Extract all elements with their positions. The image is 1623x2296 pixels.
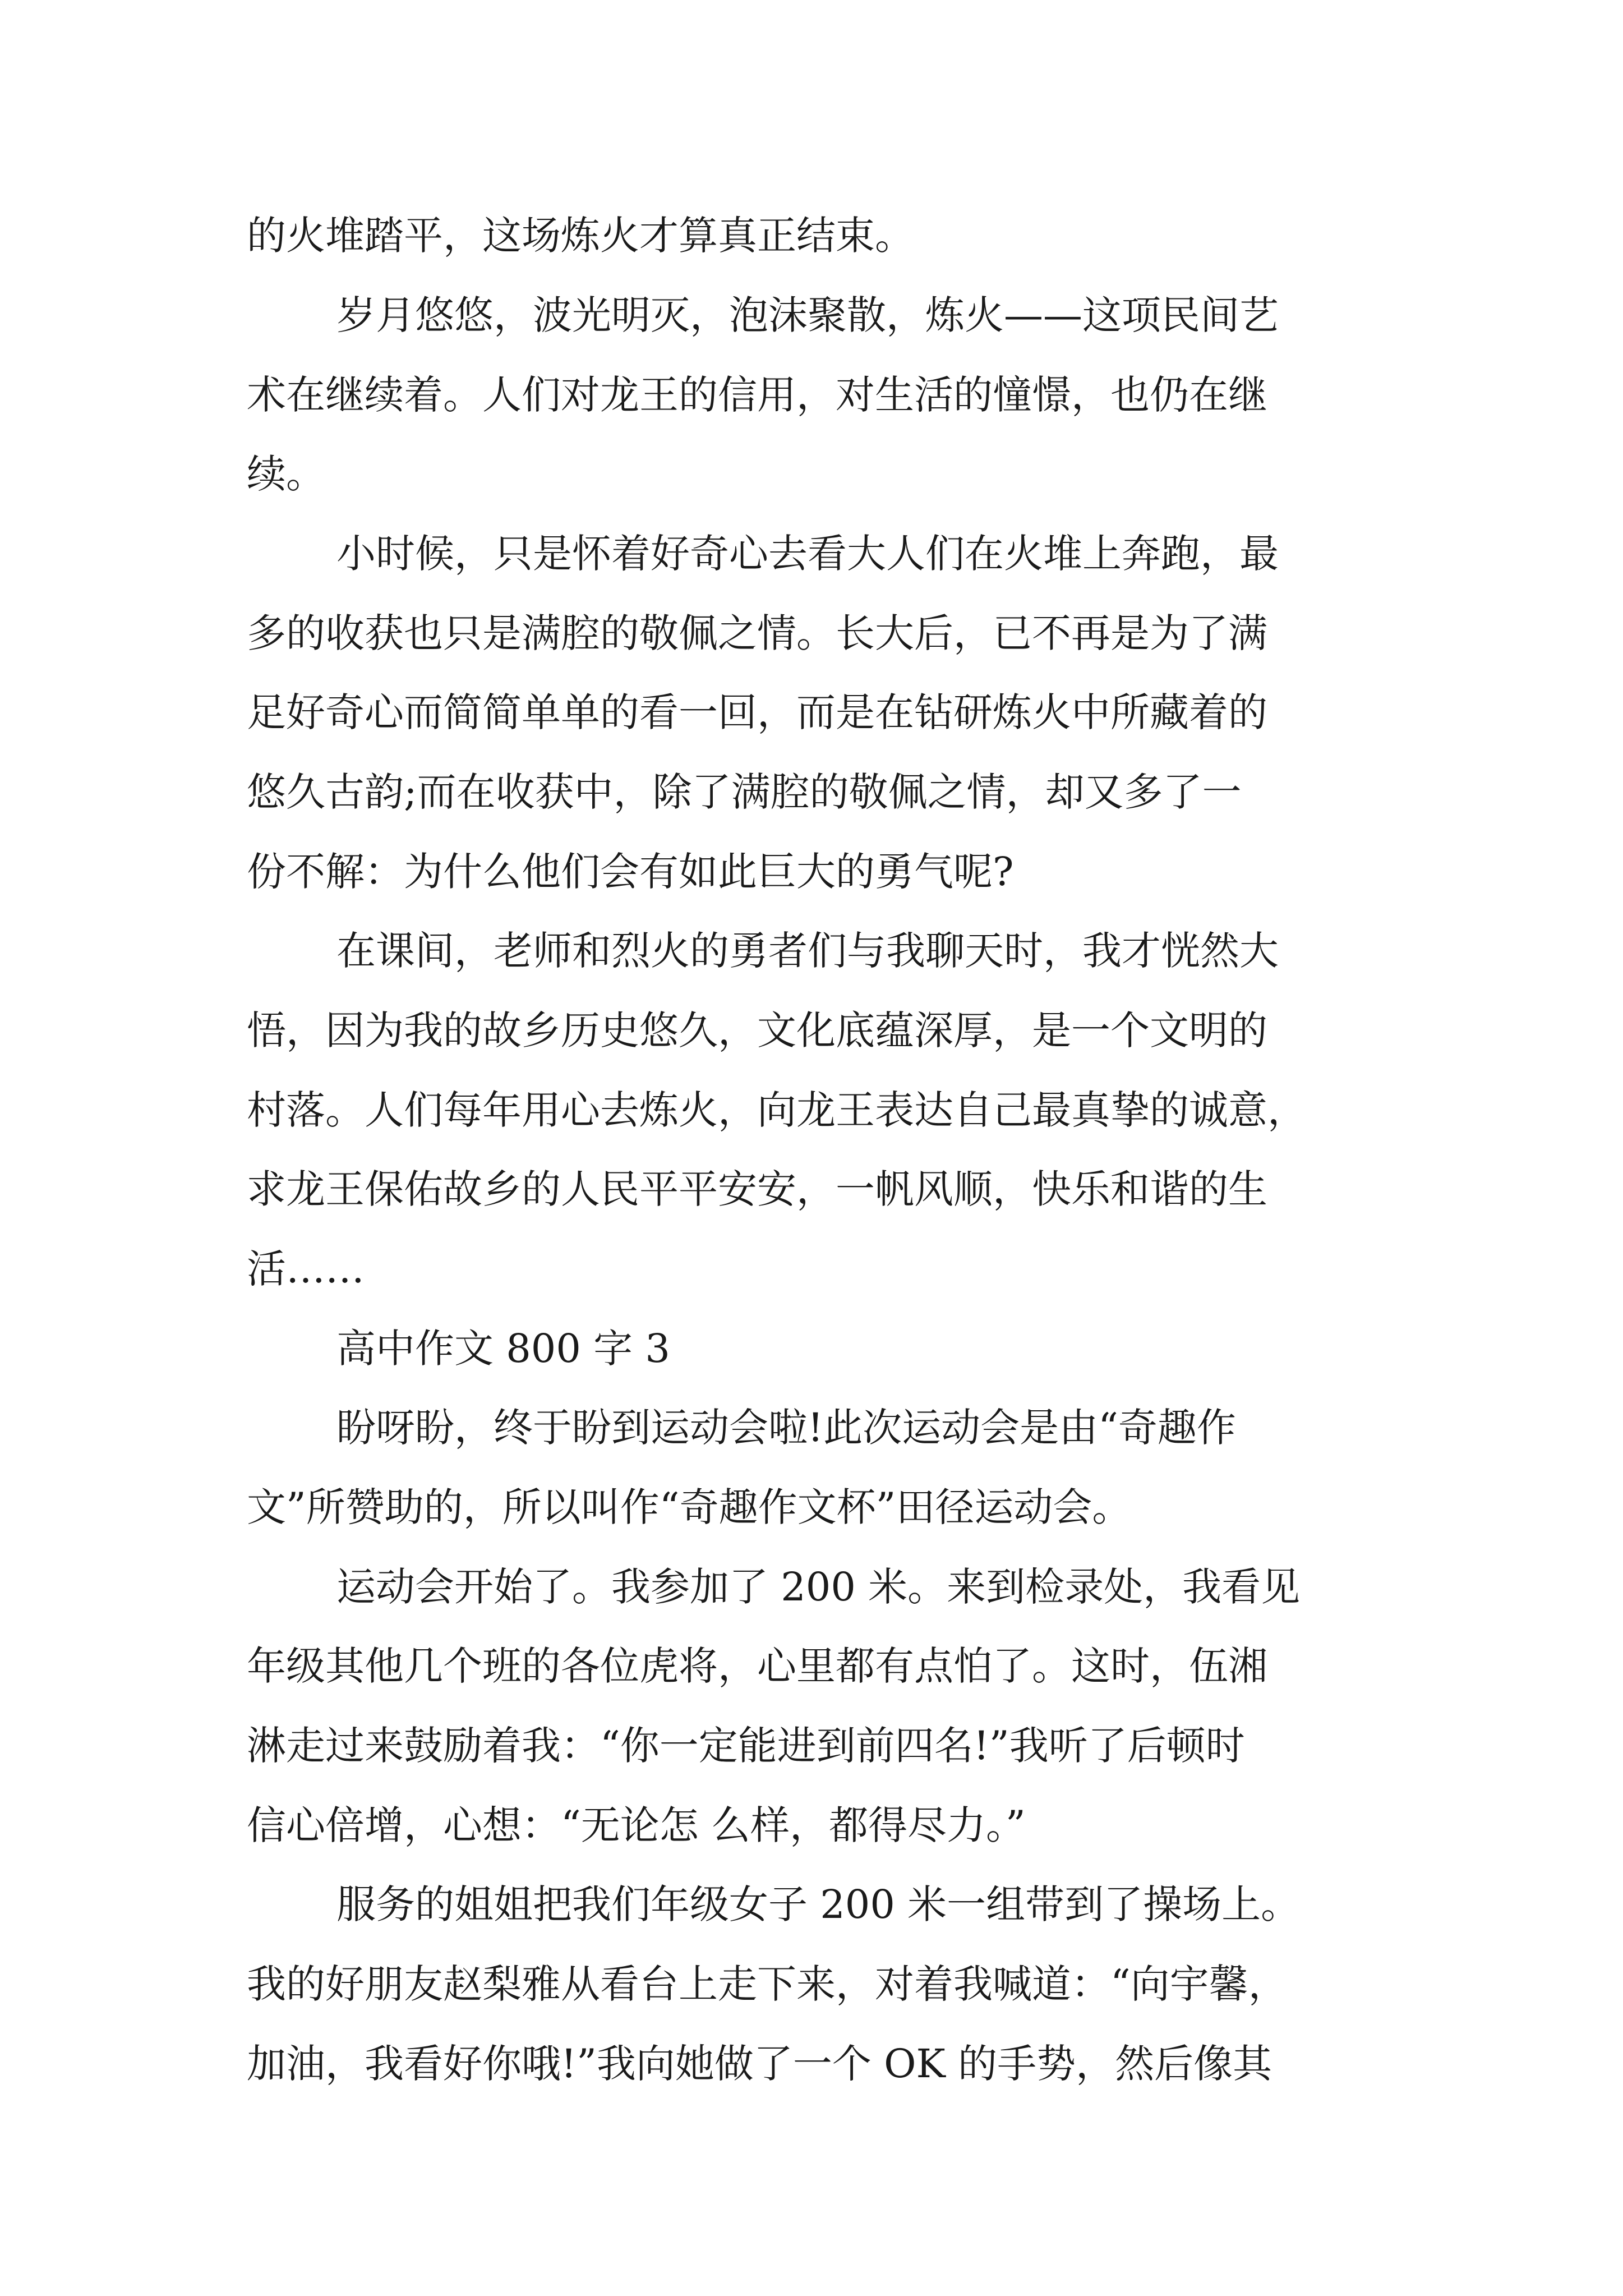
text-line: 的火堆踏平，这场炼火才算真正结束。 [247, 213, 914, 259]
text-line: 我的好朋友赵梨雅从看台上走下来，对着我喊道：“向宇馨， [247, 1961, 1288, 2007]
text-line: 悠久古韵;而在收获中，除了满腔的敬佩之情，却又多了一 [247, 769, 1242, 815]
paragraph-start: 盼呀盼，终于盼到运动会啦!此次运动会是由“奇趣作 [336, 1405, 1236, 1451]
paragraph-start: 在课间，老师和烈火的勇者们与我聊天时，我才恍然大 [336, 928, 1279, 974]
text-line: 信心倍增，心想：“无论怎 么样，都得尽力。” [247, 1802, 1026, 1848]
text-line: 文”所赞助的，所以叫作“奇趣作文杯”田径运动会。 [247, 1484, 1132, 1530]
paragraph-start: 岁月悠悠，波光明灭，泡沫聚散，炼火——这项民间艺 [336, 292, 1279, 338]
text-line: 续。 [247, 451, 325, 497]
section-heading: 高中作文 800 字 3 [336, 1326, 670, 1372]
text-line: 悟，因为我的故乡历史悠久，文化底蕴深厚，是一个文明的 [247, 1007, 1267, 1053]
text-line: 术在继续着。人们对龙王的信用，对生活的憧憬，也仍在继 [247, 372, 1267, 418]
text-line: 活…… [247, 1246, 365, 1292]
text-line: 村落。人们每年用心去炼火，向龙王表达自己最真挚的诚意， [247, 1087, 1307, 1133]
paragraph-start: 服务的姐姐把我们年级女子 200 米一组带到了操场上。 [336, 1881, 1301, 1927]
paragraph-start: 小时候，只是怀着好奇心去看大人们在火堆上奔跑，最 [336, 531, 1279, 577]
text-line: 份不解：为什么他们会有如此巨大的勇气呢? [247, 849, 1014, 895]
paragraph-start: 运动会开始了。我参加了 200 米。来到检录处，我看见 [336, 1564, 1301, 1610]
text-line: 多的收获也只是满腔的敬佩之情。长大后，已不再是为了满 [247, 610, 1267, 656]
text-line: 求龙王保佑故乡的人民平平安安，一帆风顺，快乐和谐的生 [247, 1166, 1267, 1212]
text-line: 加油，我看好你哦!”我向她做了一个 OK 的手势，然后像其 [247, 2041, 1272, 2087]
text-line: 足好奇心而简简单单的看一回，而是在钻研炼火中所藏着的 [247, 689, 1267, 735]
text-line: 年级其他几个班的各位虎将，心里都有点怕了。这时，伍湘 [247, 1643, 1267, 1689]
text-line: 淋走过来鼓励着我：“你一定能进到前四名!”我听了后顿时 [247, 1723, 1245, 1769]
